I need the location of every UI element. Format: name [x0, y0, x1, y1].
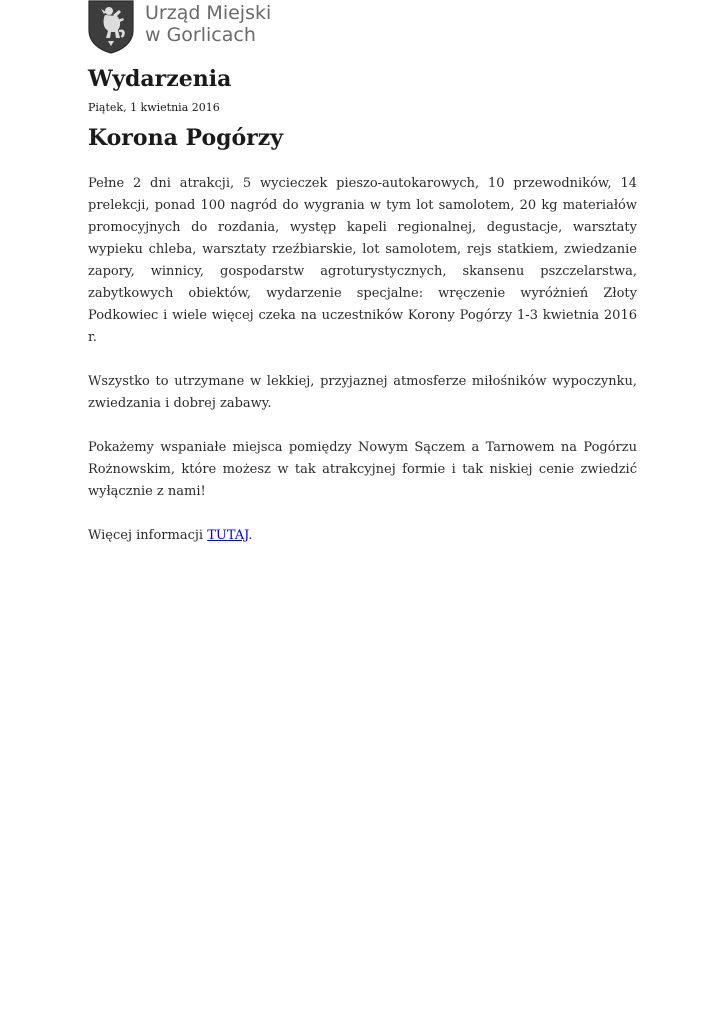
- paragraph: Wszystko to utrzymane w lekkiej, przyjaznej atmosferze miłośników wypoczynku, zwiedzania i dobrej zabawy.: [88, 374, 637, 411]
- article-title: Korona Pogórzy: [88, 125, 284, 151]
- event-date: Piątek, 1 kwietnia 2016: [88, 101, 220, 114]
- document-page: [88, 0, 637, 569]
- paragraph: Pełne 2 dni atrakcji, 5 wycieczek pieszo-autokarowych, 10 przewodników, 14 prelekcji, ponad 100 nagród do wygrania w tym lot samolotem, 20 kg materiałów promocyjnych do rozdania, występ kapeli regionalnej, degustacje, warsztaty wypieku chleba, warsztaty rzeźbiarskie, lot samolotem, rejs statkiem, zwiedzanie zapory, winnicy, gospodarstw agroturystycznych, skansenu pszczelarstwa, zabytkowych obiektów, wydarzenie specjalne: wręczenie wyróżnień Złoty Podkowiec i wiele więcej czeka na uczestników Korony Pogórzy 1-3 kwietnia 2016 r.: [88, 176, 637, 345]
- article-body: [88, 173, 637, 547]
- more-info-prefix: Więcej informacji: [88, 528, 208, 543]
- more-info-suffix: .: [248, 528, 253, 543]
- institution-name-line1: Urząd Miejski: [145, 2, 272, 24]
- coat-of-arms-icon: [88, 0, 134, 54]
- more-info-paragraph: [88, 525, 637, 547]
- more-info-link[interactable]: TUTAJ: [207, 528, 249, 543]
- institution-name-line2: w Gorlicach: [145, 24, 256, 46]
- paragraph: Pokażemy wspaniałe miejsca pomiędzy Nowym Sączem a Tarnowem na Pogórzu Rożnowskim, które możesz w tak atrakcyjnej formie i tak niskiej cenie zwiedzić wyłącznie z nami!: [88, 440, 637, 499]
- section-title: Wydarzenia: [88, 66, 232, 92]
- header: [88, 0, 637, 56]
- institution-name: [145, 2, 271, 46]
